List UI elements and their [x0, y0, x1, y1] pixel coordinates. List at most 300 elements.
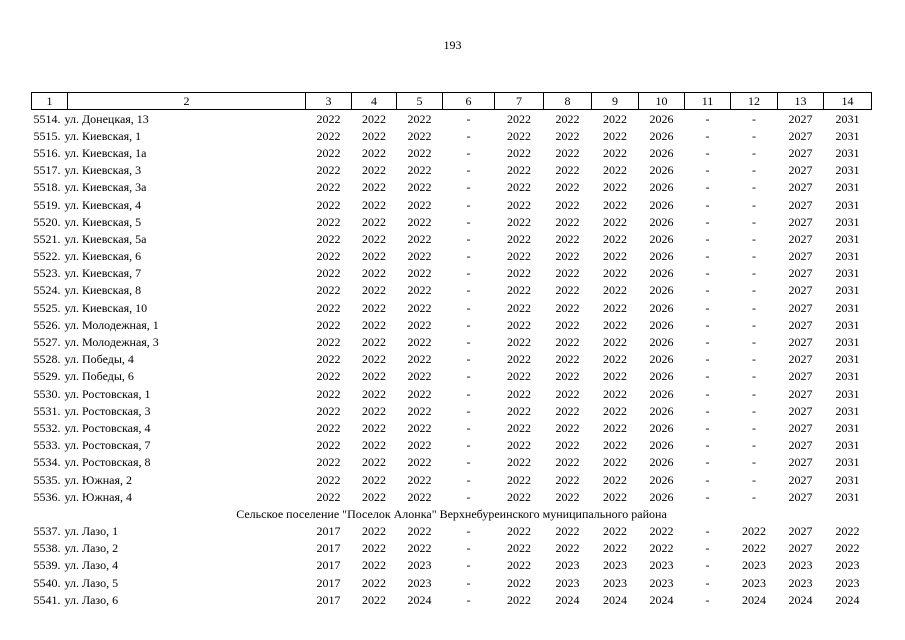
row-number: 5517. — [33, 163, 61, 178]
year-cell: 2023 — [407, 558, 432, 573]
year-cell: 2022 — [507, 369, 531, 384]
year-cell: 2022 — [362, 455, 386, 470]
address-text: ул. Киевская, 5 — [64, 214, 142, 229]
year-cell: - — [705, 249, 710, 264]
year-cell: 2022 — [507, 317, 531, 332]
data-table — [31, 92, 872, 608]
address-cell — [32, 454, 306, 471]
year-cell: 2027 — [788, 472, 813, 487]
year-cell: 2022 — [507, 438, 531, 453]
year-cell: 2026 — [649, 317, 674, 332]
year-cell: 2027 — [788, 214, 813, 229]
year-cell: 2022 — [316, 180, 341, 195]
year-cell: - — [705, 524, 710, 539]
year-cell: - — [705, 197, 710, 212]
year-cell: 2022 — [362, 558, 386, 573]
year-cell: 2022 — [507, 197, 531, 212]
year-cell: - — [466, 145, 471, 160]
year-cell: - — [466, 455, 471, 470]
year-cell: 2022 — [555, 455, 580, 470]
row-number: 5533. — [33, 438, 61, 453]
year-cell: 2022 — [507, 352, 531, 367]
year-cell: 2017 — [316, 592, 341, 607]
year-cell: - — [752, 472, 756, 487]
year-cell: 2022 — [362, 335, 386, 350]
year-cell: 2022 — [555, 214, 580, 229]
year-cell: 2022 — [555, 128, 580, 143]
row-number: 5538. — [33, 541, 61, 556]
year-cell: 2022 — [555, 541, 580, 556]
address-cell — [32, 368, 306, 385]
section-title: Сельское поселение "Поселок Алонка" Верхнебуреинского муниципального района — [236, 506, 667, 521]
year-cell: 2022 — [316, 128, 341, 143]
address-cell — [32, 540, 306, 557]
table-row — [32, 282, 872, 299]
year-cell: 2022 — [362, 472, 386, 487]
year-cell: 2023 — [835, 575, 860, 590]
year-cell: 2022 — [362, 386, 386, 401]
year-cell: 2022 — [555, 472, 580, 487]
address-cell — [32, 282, 306, 299]
year-cell: - — [705, 438, 710, 453]
column-header-4: 4 — [352, 93, 397, 110]
address-cell — [32, 523, 306, 540]
year-cell: - — [466, 111, 471, 126]
year-cell: 2022 — [507, 128, 531, 143]
column-header-5: 5 — [397, 93, 443, 110]
address-cell — [32, 488, 306, 505]
address-text: ул. Победы, 4 — [64, 352, 134, 367]
row-number: 5524. — [33, 283, 61, 298]
table-row — [32, 333, 872, 350]
year-cell: 2027 — [788, 403, 813, 418]
year-cell: 2022 — [407, 455, 432, 470]
year-cell: - — [466, 420, 471, 435]
table-header — [32, 93, 872, 110]
year-cell: 2022 — [407, 145, 432, 160]
year-cell: - — [705, 214, 710, 229]
year-cell: - — [752, 197, 756, 212]
year-cell: 2022 — [316, 472, 341, 487]
year-cell: - — [466, 438, 471, 453]
year-cell: 2022 — [555, 438, 580, 453]
year-cell: - — [466, 300, 471, 315]
year-cell: 2022 — [603, 214, 627, 229]
year-cell: 2027 — [788, 438, 813, 453]
table-row — [32, 402, 872, 419]
address-cell — [32, 437, 306, 454]
address-cell — [32, 471, 306, 488]
year-cell: 2022 — [507, 111, 531, 126]
address-cell — [32, 144, 306, 161]
year-cell: 2022 — [507, 575, 531, 590]
year-cell: 2023 — [742, 575, 766, 590]
year-cell: 2024 — [407, 592, 432, 607]
row-number: 5528. — [33, 352, 61, 367]
address-cell — [32, 213, 306, 230]
year-cell: 2022 — [555, 145, 580, 160]
year-cell: 2023 — [788, 558, 813, 573]
year-cell: - — [752, 386, 756, 401]
row-number: 5526. — [33, 317, 61, 332]
year-cell: 2027 — [788, 128, 813, 143]
year-cell: 2022 — [507, 592, 531, 607]
year-cell: 2023 — [555, 575, 580, 590]
column-header-11: 11 — [685, 93, 731, 110]
year-cell: - — [705, 472, 710, 487]
year-cell: 2022 — [407, 163, 432, 178]
year-cell: 2022 — [362, 266, 386, 281]
year-cell: 2023 — [649, 558, 674, 573]
year-cell: 2026 — [649, 369, 674, 384]
year-cell: 2022 — [407, 403, 432, 418]
year-cell: 2027 — [788, 197, 813, 212]
year-cell: - — [705, 369, 710, 384]
year-cell: - — [466, 558, 471, 573]
row-number: 5537. — [33, 524, 61, 539]
row-number: 5541. — [33, 592, 61, 607]
column-header-3: 3 — [306, 93, 352, 110]
year-cell: 2022 — [316, 386, 341, 401]
year-cell: 2022 — [603, 455, 627, 470]
year-cell: 2022 — [407, 438, 432, 453]
year-cell: 2031 — [835, 180, 860, 195]
year-cell: 2022 — [362, 575, 386, 590]
address-text: ул. Ростовская, 8 — [64, 455, 151, 470]
address-text: ул. Ростовская, 3 — [64, 403, 151, 418]
column-number-row — [32, 93, 872, 110]
year-cell: 2022 — [555, 231, 580, 246]
year-cell: 2022 — [316, 231, 341, 246]
year-cell: - — [705, 592, 710, 607]
column-header-2: 2 — [68, 93, 306, 110]
year-cell: 2031 — [835, 214, 860, 229]
year-cell: 2031 — [835, 283, 860, 298]
year-cell: 2027 — [788, 369, 813, 384]
year-cell: 2022 — [362, 592, 386, 607]
year-cell: 2024 — [649, 592, 674, 607]
year-cell: 2027 — [788, 524, 813, 539]
year-cell: 2026 — [649, 128, 674, 143]
year-cell: 2026 — [649, 283, 674, 298]
address-text: ул. Победы, 6 — [64, 369, 134, 384]
table-row — [32, 591, 872, 608]
year-cell: 2022 — [362, 249, 386, 264]
year-cell: 2022 — [603, 403, 627, 418]
year-cell: 2022 — [603, 438, 627, 453]
year-cell: 2022 — [555, 420, 580, 435]
year-cell: 2022 — [316, 335, 341, 350]
year-cell: - — [705, 283, 710, 298]
year-cell: - — [705, 541, 710, 556]
year-cell: 2026 — [649, 214, 674, 229]
year-cell: 2022 — [362, 145, 386, 160]
address-text: ул. Киевская, 7 — [64, 266, 142, 281]
address-text: ул. Молодежная, 1 — [64, 317, 159, 332]
year-cell: 2022 — [555, 111, 580, 126]
table-row — [32, 574, 872, 591]
year-cell: 2022 — [407, 266, 432, 281]
year-cell: 2022 — [507, 300, 531, 315]
year-cell: 2026 — [649, 231, 674, 246]
year-cell: 2022 — [362, 180, 386, 195]
year-cell: 2022 — [649, 541, 674, 556]
year-cell: 2022 — [603, 249, 627, 264]
year-cell: - — [752, 266, 756, 281]
year-cell: - — [752, 455, 756, 470]
year-cell: 2027 — [788, 352, 813, 367]
year-cell: 2022 — [507, 214, 531, 229]
table-row — [32, 213, 872, 230]
year-cell: 2023 — [603, 575, 627, 590]
year-cell: 2022 — [603, 300, 627, 315]
year-cell: 2022 — [407, 335, 432, 350]
year-cell: - — [466, 592, 471, 607]
address-text: ул. Лазо, 6 — [64, 592, 119, 607]
year-cell: 2022 — [603, 420, 627, 435]
year-cell: - — [466, 524, 471, 539]
year-cell: 2022 — [362, 231, 386, 246]
address-cell — [32, 333, 306, 350]
year-cell: - — [466, 128, 471, 143]
year-cell: - — [466, 249, 471, 264]
year-cell: 2022 — [362, 214, 386, 229]
year-cell: 2031 — [835, 386, 860, 401]
year-cell: - — [705, 403, 710, 418]
address-text: ул. Киевская, 3а — [64, 180, 147, 195]
address-cell — [32, 385, 306, 402]
year-cell: - — [466, 352, 471, 367]
address-text: ул. Киевская, 1 — [64, 128, 142, 143]
year-cell: 2022 — [603, 111, 627, 126]
address-text: ул. Южная, 2 — [64, 472, 132, 487]
year-cell: 2022 — [362, 420, 386, 435]
year-cell: 2027 — [788, 145, 813, 160]
year-cell: 2031 — [835, 369, 860, 384]
row-number: 5514. — [33, 111, 61, 126]
year-cell: 2026 — [649, 438, 674, 453]
year-cell: 2022 — [407, 231, 432, 246]
address-text: ул. Южная, 4 — [64, 489, 132, 504]
year-cell: 2022 — [316, 214, 341, 229]
year-cell: 2022 — [603, 386, 627, 401]
year-cell: - — [705, 111, 710, 126]
table-row — [32, 454, 872, 471]
year-cell: 2027 — [788, 489, 813, 504]
year-cell: 2031 — [835, 231, 860, 246]
year-cell: 2031 — [835, 472, 860, 487]
year-cell: 2022 — [835, 524, 860, 539]
address-cell — [32, 299, 306, 316]
address-cell — [32, 316, 306, 333]
year-cell: - — [705, 180, 710, 195]
year-cell: 2022 — [362, 352, 386, 367]
year-cell: 2031 — [835, 249, 860, 264]
year-cell: 2022 — [362, 438, 386, 453]
year-cell: 2022 — [407, 541, 432, 556]
year-cell: 2022 — [407, 128, 432, 143]
column-header-8: 8 — [544, 93, 592, 110]
year-cell: 2024 — [603, 592, 627, 607]
year-cell: 2031 — [835, 403, 860, 418]
year-cell: 2027 — [788, 386, 813, 401]
year-cell: 2027 — [788, 283, 813, 298]
row-number: 5521. — [33, 231, 61, 246]
year-cell: 2022 — [603, 163, 627, 178]
year-cell: 2022 — [316, 300, 341, 315]
year-cell: 2031 — [835, 128, 860, 143]
year-cell: 2022 — [407, 111, 432, 126]
address-text: ул. Лазо, 5 — [64, 575, 119, 590]
year-cell: 2022 — [507, 386, 531, 401]
year-cell: 2026 — [649, 386, 674, 401]
address-cell — [32, 110, 306, 128]
year-cell: 2022 — [555, 524, 580, 539]
year-cell: 2022 — [407, 386, 432, 401]
year-cell: - — [752, 438, 756, 453]
table-row — [32, 488, 872, 505]
table-row — [32, 230, 872, 247]
row-number: 5529. — [33, 369, 61, 384]
year-cell: - — [752, 352, 756, 367]
table-row — [32, 351, 872, 368]
year-cell: 2022 — [362, 403, 386, 418]
year-cell: - — [466, 472, 471, 487]
year-cell: - — [705, 420, 710, 435]
address-text: ул. Ростовская, 1 — [64, 386, 151, 401]
year-cell: - — [466, 197, 471, 212]
year-cell: 2022 — [603, 335, 627, 350]
year-cell: 2022 — [835, 541, 860, 556]
year-cell: 2022 — [316, 403, 341, 418]
year-cell: 2022 — [407, 300, 432, 315]
year-cell: 2022 — [407, 472, 432, 487]
year-cell: 2022 — [603, 283, 627, 298]
year-cell: 2022 — [507, 145, 531, 160]
year-cell: 2022 — [507, 420, 531, 435]
year-cell: 2022 — [507, 283, 531, 298]
year-cell: 2022 — [507, 455, 531, 470]
year-cell: 2031 — [835, 489, 860, 504]
year-cell: - — [466, 163, 471, 178]
year-cell: 2026 — [649, 249, 674, 264]
year-cell: 2026 — [649, 180, 674, 195]
table-row — [32, 471, 872, 488]
table-row — [32, 557, 872, 574]
table-row — [32, 265, 872, 282]
year-cell: 2026 — [649, 352, 674, 367]
year-cell: - — [466, 231, 471, 246]
address-cell — [32, 557, 306, 574]
address-text: ул. Донецкая, 13 — [64, 111, 149, 126]
year-cell: 2022 — [407, 489, 432, 504]
address-cell — [32, 230, 306, 247]
year-cell: 2022 — [316, 266, 341, 281]
address-text: ул. Лазо, 4 — [64, 558, 119, 573]
year-cell: 2027 — [788, 317, 813, 332]
year-cell: 2022 — [407, 369, 432, 384]
year-cell: 2022 — [507, 489, 531, 504]
address-text: ул. Лазо, 1 — [64, 524, 119, 539]
table-row — [32, 385, 872, 402]
column-header-14: 14 — [824, 93, 872, 110]
address-text: ул. Лазо, 2 — [64, 541, 119, 556]
column-header-12: 12 — [731, 93, 778, 110]
year-cell: - — [752, 180, 756, 195]
year-cell: - — [466, 266, 471, 281]
year-cell: 2022 — [362, 197, 386, 212]
year-cell: 2022 — [407, 524, 432, 539]
address-cell — [32, 162, 306, 179]
year-cell: 2024 — [555, 592, 580, 607]
year-cell: - — [466, 283, 471, 298]
year-cell: 2022 — [555, 317, 580, 332]
year-cell: - — [752, 335, 756, 350]
table-row — [32, 540, 872, 557]
address-text: ул. Киевская, 10 — [64, 300, 148, 315]
year-cell: 2023 — [742, 558, 766, 573]
year-cell: 2022 — [362, 489, 386, 504]
year-cell: - — [705, 145, 710, 160]
address-cell — [32, 402, 306, 419]
year-cell: - — [752, 489, 756, 504]
year-cell: 2031 — [835, 145, 860, 160]
year-cell: 2027 — [788, 455, 813, 470]
year-cell: 2022 — [507, 249, 531, 264]
address-text: ул. Киевская, 3 — [64, 163, 142, 178]
year-cell: 2024 — [788, 592, 813, 607]
year-cell: 2022 — [362, 317, 386, 332]
row-number: 5540. — [33, 575, 61, 590]
row-number: 5539. — [33, 558, 61, 573]
year-cell: 2022 — [407, 283, 432, 298]
year-cell: 2031 — [835, 438, 860, 453]
year-cell: - — [466, 317, 471, 332]
year-cell: 2027 — [788, 180, 813, 195]
address-text: ул. Ростовская, 4 — [64, 420, 151, 435]
year-cell: 2023 — [407, 575, 432, 590]
year-cell: 2022 — [555, 197, 580, 212]
year-cell: 2026 — [649, 266, 674, 281]
year-cell: 2022 — [407, 197, 432, 212]
year-cell: 2027 — [788, 335, 813, 350]
year-cell: 2022 — [742, 524, 766, 539]
row-number: 5536. — [33, 489, 61, 504]
year-cell: 2022 — [603, 180, 627, 195]
year-cell: 2022 — [316, 455, 341, 470]
address-cell — [32, 127, 306, 144]
year-cell: 2022 — [555, 369, 580, 384]
row-number: 5515. — [33, 128, 61, 143]
table-row — [32, 127, 872, 144]
row-number: 5531. — [33, 403, 61, 418]
year-cell: 2026 — [649, 197, 674, 212]
year-cell: 2022 — [603, 317, 627, 332]
year-cell: 2022 — [507, 403, 531, 418]
year-cell: 2031 — [835, 317, 860, 332]
address-text: ул. Киевская, 4 — [64, 197, 142, 212]
column-header-6: 6 — [443, 93, 495, 110]
year-cell: 2027 — [788, 300, 813, 315]
year-cell: 2022 — [407, 214, 432, 229]
year-cell: - — [705, 163, 710, 178]
year-cell: - — [752, 128, 756, 143]
year-cell: - — [466, 489, 471, 504]
row-number: 5530. — [33, 386, 61, 401]
year-cell: 2022 — [507, 335, 531, 350]
year-cell: 2023 — [603, 558, 627, 573]
year-cell: 2022 — [316, 283, 341, 298]
